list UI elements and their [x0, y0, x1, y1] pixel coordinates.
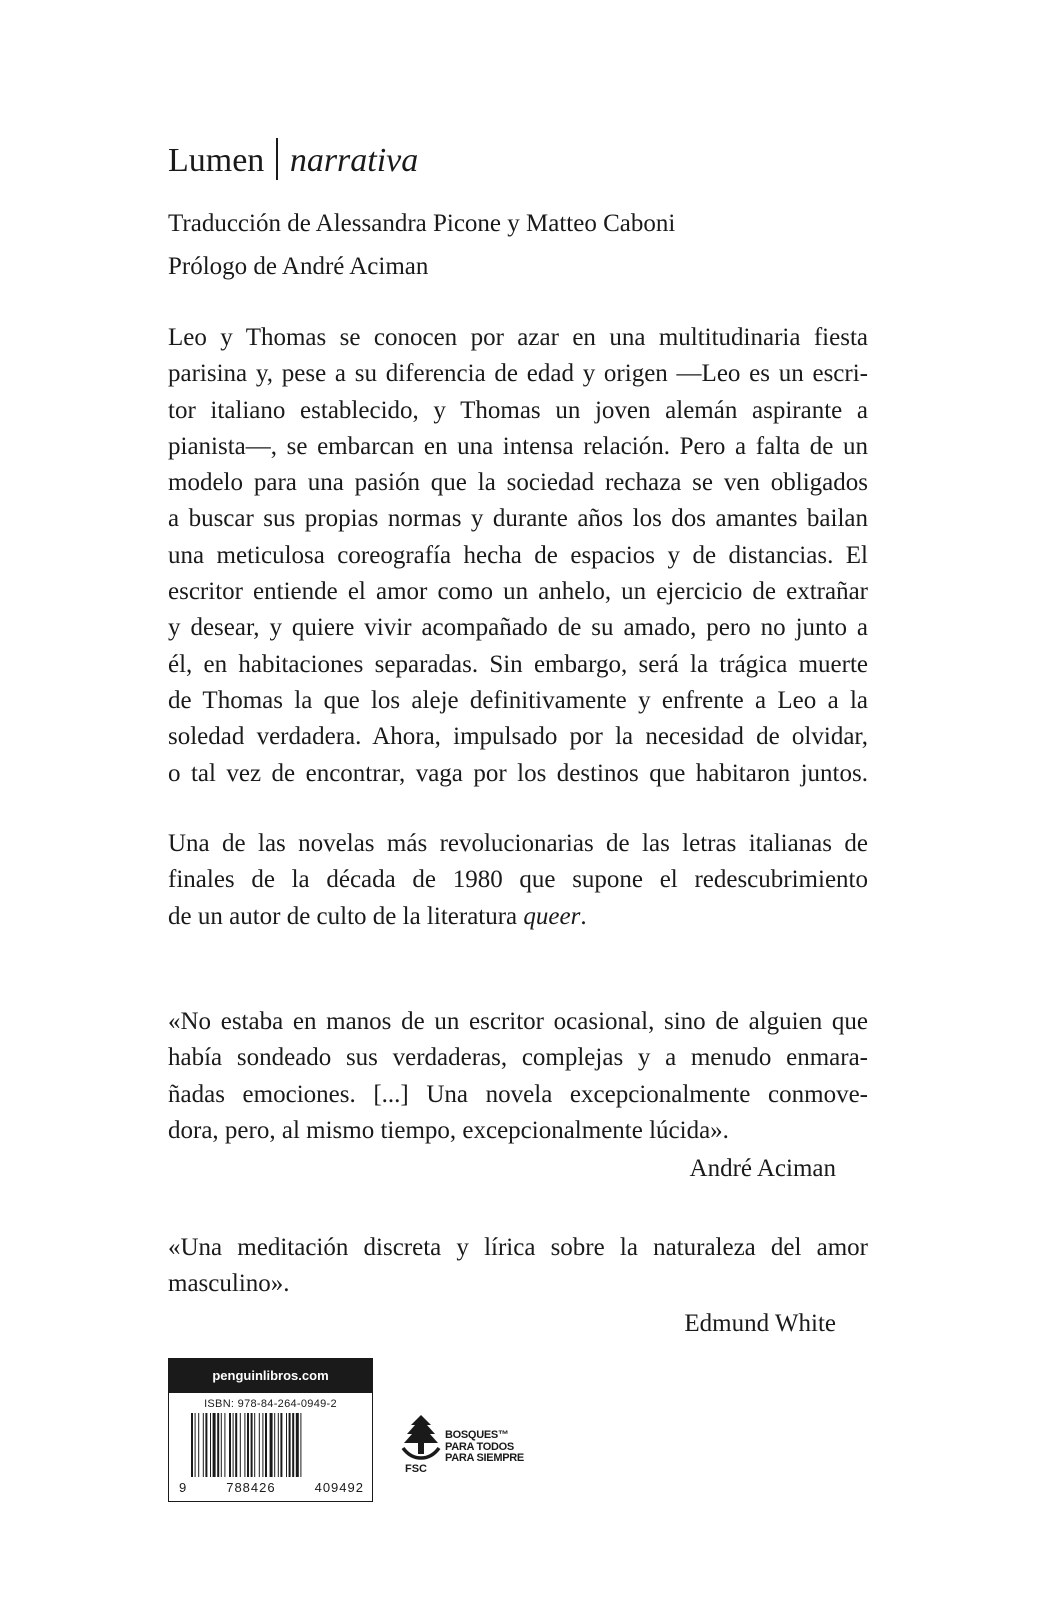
fsc-label: FSC [405, 1463, 427, 1475]
quote-line: masculino». [168, 1270, 290, 1298]
fsc-slogan-line: PARA SIEMPRE [445, 1452, 524, 1464]
quote-author: André Aciman [689, 1155, 836, 1182]
website-label: penguinlibros.com [169, 1359, 372, 1393]
synopsis-line: soledad verdadera. Ahora, impulsado por la necesidad de olvidar, [168, 723, 868, 751]
synopsis-line: parisina y, pese a su diferencia de edad y origen —Leo es un escri- [168, 360, 868, 388]
quote-line: «Una meditación discreta y lírica sobre la naturaleza del amor [168, 1234, 868, 1261]
translation-credit: Traducción de Alessandra Picone y Matteo Caboni [168, 210, 676, 237]
quote-line: dora, pero, al mismo tiempo, excepcionalmente lúcida». [168, 1116, 729, 1144]
synopsis-line: Leo y Thomas se conocen por azar en una multitudinaria fiesta [168, 324, 868, 351]
prologue-credit: Prólogo de André Aciman [168, 253, 429, 280]
barcode-digits [179, 1480, 364, 1495]
synopsis-line: o tal vez de encontrar, vaga por los destinos que habitaron juntos. [168, 759, 868, 787]
quote-line: había sondeado sus verdaderas, complejas y a menudo enmara- [168, 1044, 868, 1072]
barcode-icon [187, 1413, 355, 1477]
fsc-slogan-line: BOSQUES™ [445, 1429, 509, 1441]
synopsis-line: y desear, y quiere vivir acompañado de su amado, pero no junto a [168, 614, 868, 642]
tagline-line: Una de las novelas más revolucionarias de las letras italianas de [168, 830, 868, 857]
fsc-slogan-line: PARA TODOS [445, 1440, 514, 1453]
quote-line: ñadas emociones. [...] Una novela excepcionalmente conmove- [168, 1080, 868, 1108]
fsc-logo [398, 1412, 558, 1502]
publisher-name: Lumen [168, 142, 265, 179]
fsc-tree-icon [398, 1412, 444, 1464]
synopsis-line: modelo para una pasión que la sociedad rechaza se ven obligados [168, 469, 868, 497]
collection-name: narrativa [289, 142, 419, 179]
isbn-label: ISBN: 978-84-264-0949-2 [204, 1398, 337, 1410]
credits [168, 202, 675, 288]
barcode-digit-group: 9 [179, 1480, 188, 1495]
fsc-slogan [445, 1430, 524, 1465]
tagline-line: finales de la década de 1980 que supone el redescubrimiento [168, 866, 868, 894]
quote-aciman [168, 1004, 868, 1149]
barcode-box [168, 1358, 373, 1502]
synopsis-line: tor italiano establecido, y Thomas un joven alemán aspirante a [168, 396, 868, 424]
imprint [168, 138, 418, 184]
tagline-line [168, 899, 868, 935]
synopsis-line: escritor entiende el amor como un anhelo, un ejercicio de extrañar [168, 578, 868, 606]
synopsis-line: a buscar sus propias normas y durante años los dos amantes bailan [168, 505, 868, 533]
synopsis-line: pianista—, se embarcan en una intensa relación. Pero a falta de un [168, 432, 868, 460]
barcode-digit-group: 409492 [314, 1480, 364, 1495]
tagline-emphasis: queer [523, 902, 581, 930]
quote-line: «No estaba en manos de un escritor ocasional, sino de alguien que [168, 1008, 868, 1035]
quote-white [168, 1230, 868, 1303]
synopsis-line: de Thomas la que los aleje definitivamente y enfrente a Leo a la [168, 686, 868, 714]
tagline-period: . [580, 902, 587, 930]
tagline-text: de un autor de culto de la literatura [168, 902, 524, 930]
tagline [168, 826, 868, 935]
imprint-divider [276, 138, 278, 180]
synopsis [168, 320, 868, 792]
quote-author: Edmund White [684, 1310, 836, 1337]
synopsis-line: una meticulosa coreografía hecha de espacios y de distancias. El [168, 541, 868, 569]
synopsis-line: él, en habitaciones separadas. Sin embargo, será la trágica muerte [168, 650, 868, 678]
barcode-digit-group: 788426 [226, 1480, 276, 1495]
